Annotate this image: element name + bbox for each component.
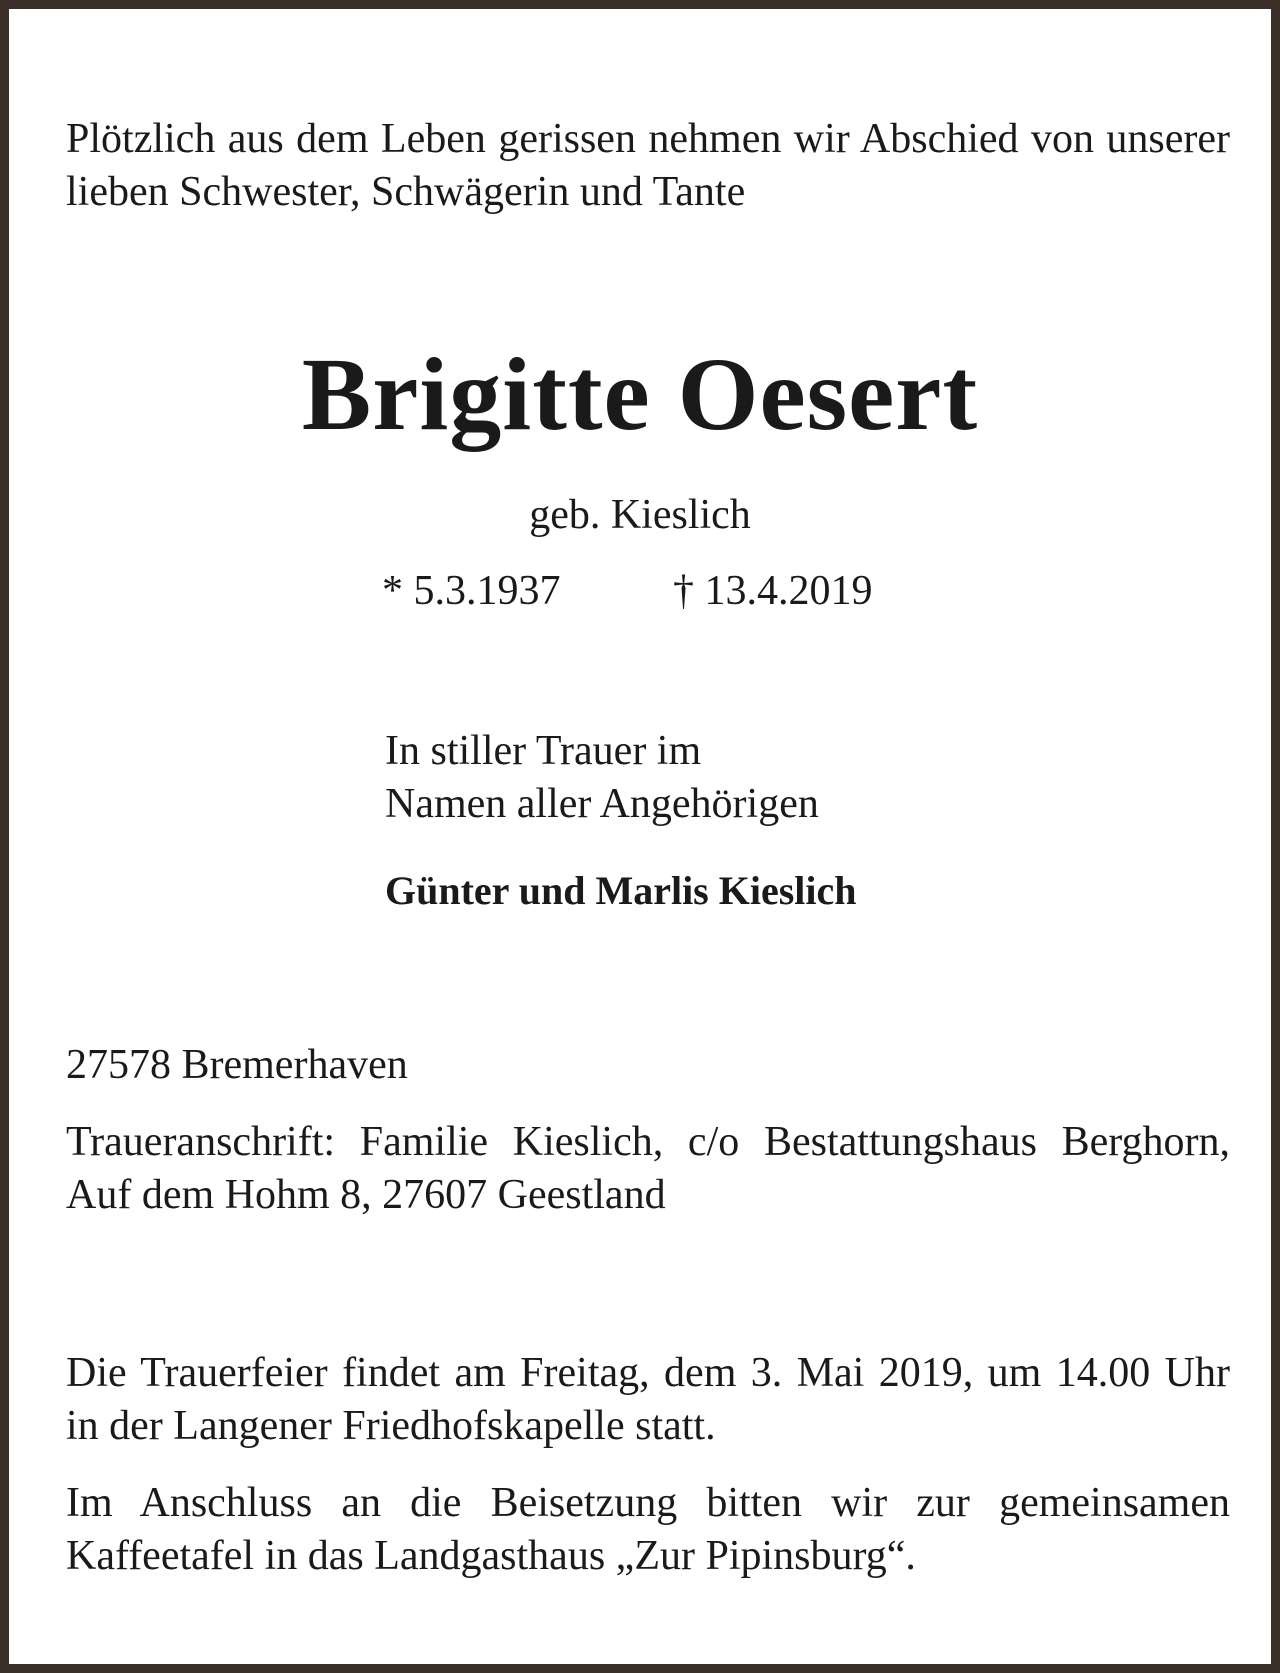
death-date: † 13.4.2019 bbox=[673, 568, 873, 614]
service-details: Die Trauerfeier findet am Freitag, dem 3. Mai 2019, um 14.00 Uhr in der Langener Friedhofskapelle statt. bbox=[66, 1350, 1230, 1449]
mourning-line-2: Namen aller Angehörigen bbox=[385, 781, 819, 827]
mourning-address: Traueranschrift: Familie Kieslich, c/o Bestattungshaus Berghorn, Auf dem Hohm 8, 27607 Geestland bbox=[66, 1119, 1230, 1218]
mourning-text bbox=[385, 725, 819, 831]
city-line: 27578 Bremerhaven bbox=[66, 1042, 408, 1088]
deceased-name: Brigitte Oesert bbox=[301, 337, 979, 452]
mourning-line-1: In stiller Trauer im bbox=[385, 728, 702, 774]
family-signature: Günter und Marlis Kieslich bbox=[385, 868, 857, 913]
reception-details: Im Anschluss an die Beisetzung bitten wir zur gemeinsamen Kaffeetafel in das Landgasthaus „Zur Pipinsburg“. bbox=[66, 1480, 1230, 1579]
maiden-name: geb. Kieslich bbox=[529, 492, 751, 538]
intro-text: Plötzlich aus dem Leben gerissen nehmen wir Abschied von unserer lieben Schwester, Schwägerin und Tante bbox=[66, 116, 1230, 215]
birth-date: * 5.3.1937 bbox=[382, 568, 561, 614]
